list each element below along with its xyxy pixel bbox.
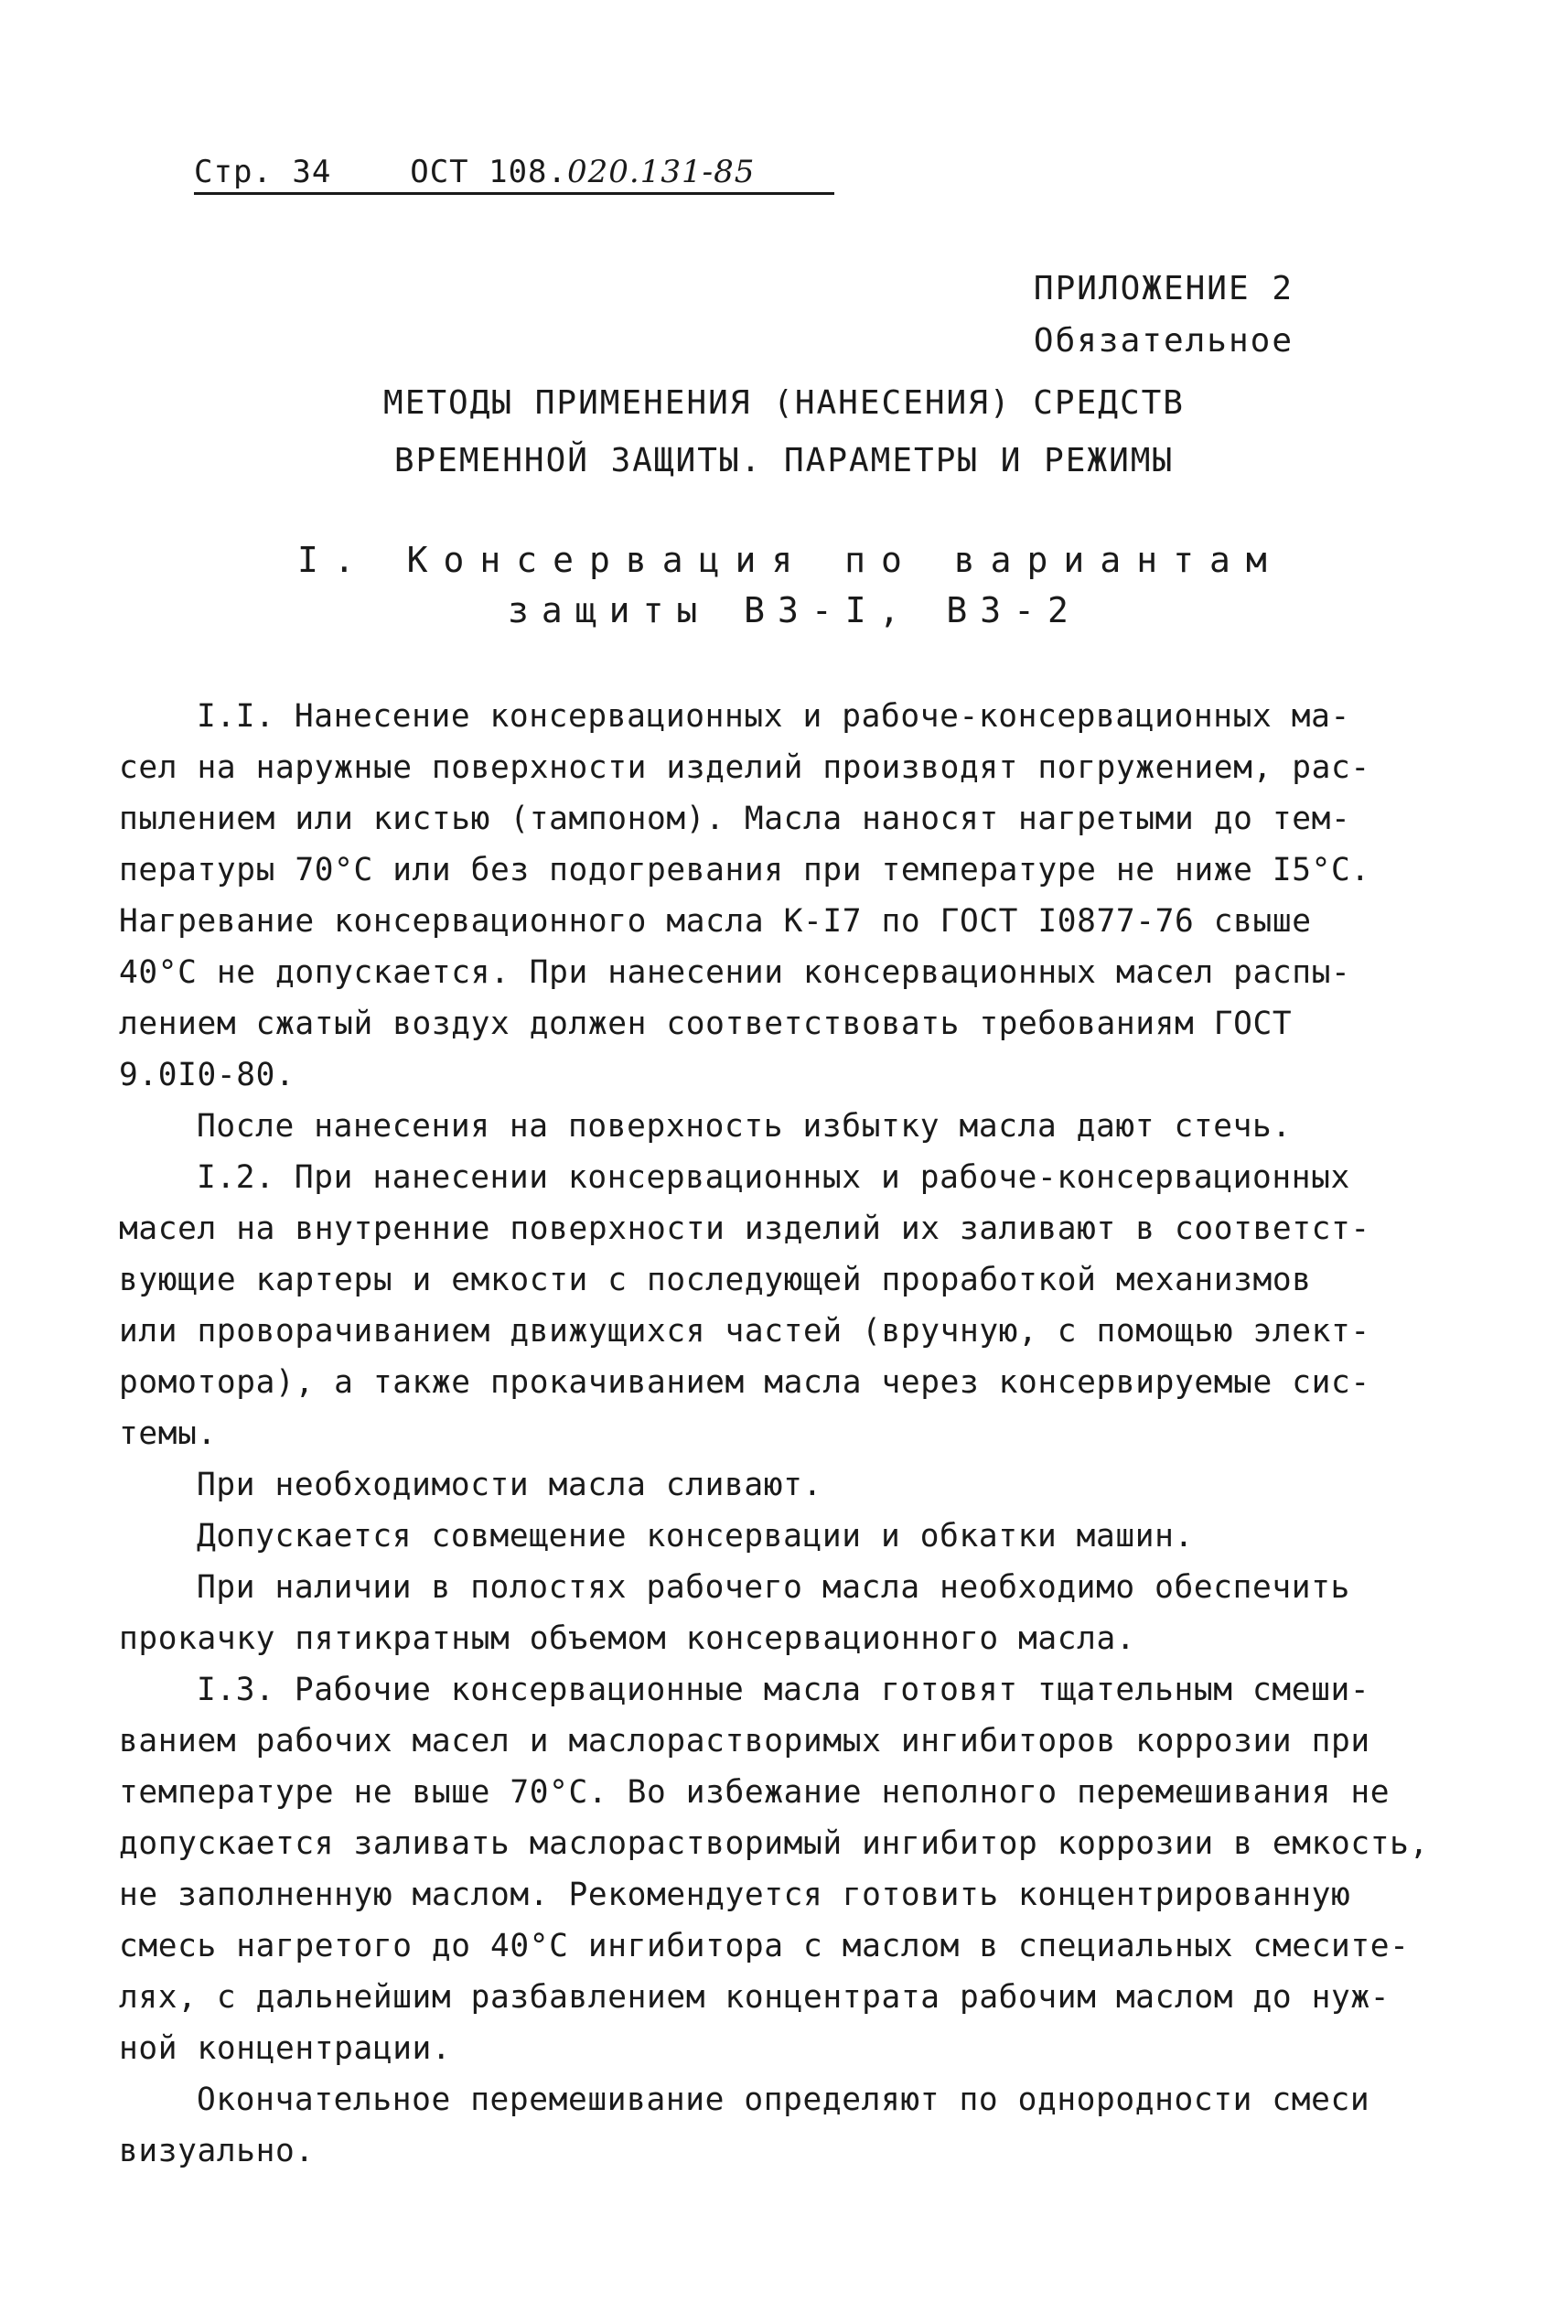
body-line: визуально. bbox=[119, 2133, 315, 2169]
body-line: темы. bbox=[119, 1415, 217, 1452]
body-line: Допускается совмещение консервации и обкатки машин. bbox=[197, 1518, 1194, 1555]
page-header bbox=[194, 154, 755, 190]
body-line: не заполненную маслом. Рекомендуется готовить концентрированную bbox=[119, 1877, 1351, 1913]
body-line: При наличии в полостях рабочего масла необходимо обеспечить bbox=[197, 1569, 1350, 1606]
section-heading-line-1: I. Консервация по вариантам bbox=[297, 540, 1283, 580]
standard-number-handwritten: 020.131-85 bbox=[566, 154, 756, 190]
body-line: допускается заливать маслорастворимый ингибитор коррозии в емкость, bbox=[119, 1825, 1429, 1862]
body-line: вующие картеры и емкости с последующей проработкой механизмов bbox=[119, 1262, 1312, 1298]
body-line: I.2. При нанесении консервационных и рабоче-консервационных bbox=[197, 1159, 1350, 1196]
body-line: I.3. Рабочие консервационные масла готовят тщательным смеши- bbox=[197, 1672, 1370, 1708]
body-line: ванием рабочих масел и маслорастворимых ингибиторов коррозии при bbox=[119, 1723, 1370, 1759]
body-text bbox=[119, 691, 1455, 2177]
body-line: или проворачиванием движущихся частей (вручную, с помощью элект- bbox=[119, 1313, 1370, 1350]
body-line: Нагревание консервационного масла К-I7 по ГОСТ I0877-76 свыше bbox=[119, 903, 1312, 940]
document-title-line-2: ВРЕМЕННОЙ ЗАЩИТЫ. ПАРАМЕТРЫ И РЕЖИМЫ bbox=[393, 442, 1175, 479]
body-line: температуре не выше 70°С. Во избежание неполного перемешивания не bbox=[119, 1774, 1391, 1811]
body-line: масел на внутренние поверхности изделий их заливают в соответст- bbox=[119, 1210, 1370, 1247]
header-underline bbox=[194, 192, 834, 195]
body-line: лях, с дальнейшим разбавлением концентрата рабочим маслом до нуж- bbox=[119, 1979, 1391, 2016]
body-line: 40°С не допускается. При нанесении консервационных масел распы- bbox=[119, 954, 1351, 991]
body-line: ной концентрации. bbox=[119, 2030, 452, 2067]
page-label: Стр. 34 bbox=[194, 154, 332, 190]
body-line: прокачку пятикратным объемом консервационного масла. bbox=[119, 1620, 1136, 1657]
body-line: I.I. Нанесение консервационных и рабоче-консервационных ма- bbox=[197, 698, 1350, 735]
body-line: пылением или кистью (тампоном). Масла наносят нагретыми до тем- bbox=[119, 801, 1351, 837]
appendix-status: Обязательное bbox=[1033, 322, 1294, 360]
appendix-title: ПРИЛОЖЕНИЕ 2 bbox=[1033, 270, 1294, 307]
document-title-line-1: МЕТОДЫ ПРИМЕНЕНИЯ (НАНЕСЕНИЯ) СРЕДСТВ bbox=[383, 384, 1185, 422]
section-heading-line-2: защиты ВЗ-I, ВЗ-2 bbox=[508, 590, 1081, 630]
body-line: 9.0I0-80. bbox=[119, 1057, 295, 1093]
body-line: смесь нагретого до 40°С ингибитора с маслом в специальных смесите- bbox=[119, 1928, 1410, 1964]
body-line: ромотора), а также прокачиванием масла через консервируемые сис- bbox=[119, 1364, 1370, 1401]
body-line: сел на наружные поверхности изделий производят погружением, рас- bbox=[119, 749, 1370, 786]
body-line: Окончательное перемешивание определяют по однородности смеси bbox=[197, 2082, 1370, 2118]
body-line: пературы 70°С или без подогревания при температуре не ниже I5°С. bbox=[119, 852, 1370, 888]
body-line: лением сжатый воздух должен соответствовать требованиям ГОСТ bbox=[119, 1006, 1293, 1042]
body-line: После нанесения на поверхность избытку масла дают стечь. bbox=[197, 1108, 1292, 1145]
body-line: При необходимости масла сливают. bbox=[197, 1467, 822, 1503]
standard-label: ОСТ 108. bbox=[410, 154, 567, 190]
